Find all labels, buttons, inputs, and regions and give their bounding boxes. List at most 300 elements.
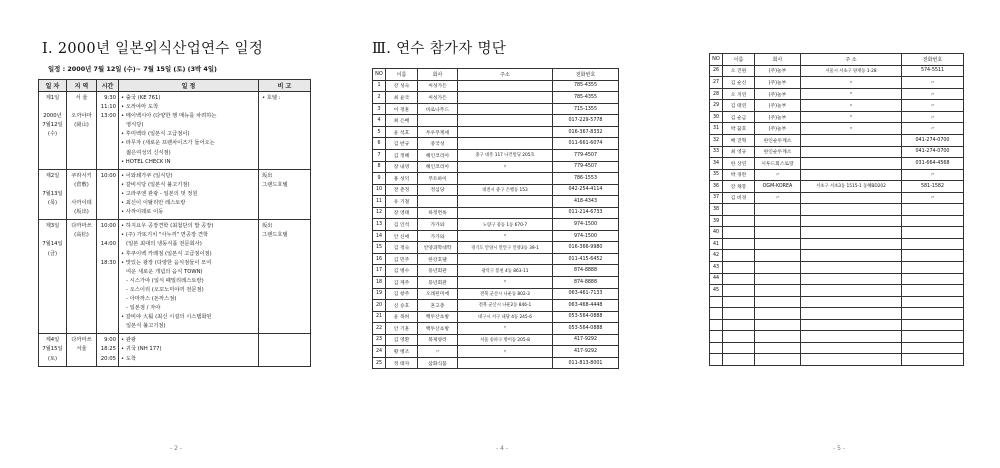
participant-no: 32 [710,134,723,146]
participant-address [801,169,902,181]
table-row [710,308,964,320]
participant-company: 한강호텔 [418,253,458,265]
schedule-note: 坂出 그랜드호텔 [259,220,311,334]
participant-company [755,261,801,273]
participant-no: 13 [373,219,386,231]
table-row [373,357,619,369]
participant-no: 2 [373,92,386,104]
participant-company [755,215,801,227]
participant-address [458,173,553,185]
participant-name [723,204,755,216]
participant-company: (주)놀부 [755,77,801,89]
participant-company: 해인코리아 [418,161,458,173]
participants-title: Ⅲ. 연수 참가자 명단 [372,41,507,57]
table-row [710,169,964,181]
participant-company: 해인코리아 [418,149,458,161]
participant-name: 유 기철 [386,196,418,208]
participant-no: 17 [373,265,386,277]
participant-address [801,285,902,297]
table-row [373,276,619,288]
participant-phone: 785-4355 [553,92,619,104]
participant-company: 〃 [418,346,458,358]
col-header-no: NO [373,69,386,81]
page-participants-2 [708,0,963,468]
participant-company: 하정면옥 [418,207,458,219]
participant-name: 장 내영 [386,161,418,173]
participant-company: 〃 [755,192,801,204]
participant-company: 가가와 [418,230,458,242]
participant-name: 오 진원 [723,65,755,77]
col-header-note: 비 고 [259,80,311,92]
participant-company: 풍년회관 [418,265,458,277]
participant-company [755,308,801,320]
participant-name [723,354,755,366]
participant-address: 〃 [801,123,902,135]
col-header-region: 지 역 [67,80,97,92]
table-row [710,238,964,250]
col-header-company: 회사 [755,54,801,66]
participant-address [458,253,553,265]
participant-name: 박 경란 [723,169,755,181]
participant-phone: 〃 [902,111,964,123]
participant-address: 전북 군산시 나운2동 846-1 [458,300,553,312]
table-row [710,100,964,112]
participant-no: 39 [710,215,723,227]
participant-address [458,196,553,208]
participant-address: 〃 [458,323,553,335]
participant-no: 15 [373,242,386,254]
participant-company: 풍년회관 [418,276,458,288]
participant-phone [902,342,964,354]
participant-company: 북제양러 [418,334,458,346]
participant-name: 안 신애 [386,230,418,242]
participant-name [723,250,755,262]
col-header-address: 주소 [458,69,553,81]
participant-address [801,250,902,262]
participant-no: 40 [710,227,723,239]
table-row [373,80,619,92]
table-row [710,273,964,285]
participant-name: 이 정훈 [386,103,418,115]
col-header-date: 일 자 [39,80,67,92]
participant-phone: 417-9292 [553,346,619,358]
participant-name: 신 승호 [386,300,418,312]
participant-no: 37 [710,192,723,204]
participant-address: 〃 [458,161,553,173]
schedule-region: 다까마쓰 (高松) [67,220,97,334]
schedule-note [259,334,311,366]
table-row [710,111,964,123]
participant-phone: 〃 [902,192,964,204]
participant-phone: 418-4343 [553,196,619,208]
participant-company: 씨성가든 [418,80,458,92]
participant-no: 28 [710,88,723,100]
schedule-date: 제2일 7월13일 (목) [39,169,67,219]
participant-phone: 574-5511 [902,65,964,77]
participant-company: 시투드회스토랑 [755,158,801,170]
participant-no [710,308,723,320]
table-row [710,342,964,354]
table-row [373,334,619,346]
participant-phone: 063-468-4448 [553,300,619,312]
participant-phone: 715-1355 [553,103,619,115]
participant-company [755,273,801,285]
schedule-time: 9:30 11:10 13:00 [97,92,119,170]
schedule-note: • 호텔 : [259,92,311,170]
participant-no: 35 [710,169,723,181]
table-row [710,77,964,89]
table-row [373,149,619,161]
participant-company: (주)놀부 [755,88,801,100]
participant-no: 5 [373,126,386,138]
col-header-phone: 전화번호 [553,69,619,81]
participant-phone: 016-366-9980 [553,242,619,254]
participant-name: 김 비경 [723,192,755,204]
table-row [710,215,964,227]
participant-company [755,250,801,262]
participant-name: 전 춘정 [386,184,418,196]
participant-company: 가가와 [418,219,458,231]
participant-no: 6 [373,138,386,150]
participant-no: 1 [373,80,386,92]
participant-address: 충구 대흥 117 나건빌딩 205호 [458,149,553,161]
participant-name [723,319,755,331]
table-row [373,196,619,208]
participant-no [710,331,723,343]
participant-no: 3 [373,103,386,115]
participant-company: (주)놀부 [755,100,801,112]
schedule-date: 제4일 7월15일 (토) [39,334,67,366]
table-row [373,300,619,312]
participant-company [755,342,801,354]
table-row [710,134,964,146]
participant-phone: 〃 [902,77,964,89]
participant-company: (주)놀부 [755,65,801,77]
participant-address [458,126,553,138]
participant-address [801,215,902,227]
participant-address [801,342,902,354]
table-row [710,261,964,273]
participant-address: 〃 [458,230,553,242]
participant-phone: 011-661-6074 [553,138,619,150]
participant-no: 21 [373,311,386,323]
participant-phone [902,261,964,273]
participant-phone: 041-274-0700 [902,134,964,146]
participant-phone: 053-564-0888 [553,311,619,323]
participant-phone: 874-8888 [553,276,619,288]
participant-no: 25 [373,357,386,369]
participant-phone: 053-564-0888 [553,323,619,335]
participant-phone [902,204,964,216]
participant-address [801,319,902,331]
col-header-time: 시간 [97,80,119,92]
participant-address [458,92,553,104]
participant-phone: 〃 [902,123,964,135]
participant-company [755,204,801,216]
participant-company: 오래된미에 [418,288,458,300]
page-participants-1 [370,0,618,468]
participant-name: 김 민주 [386,253,418,265]
participant-name [723,308,755,320]
participant-company: 백두산초방 [418,323,458,335]
schedule-date: 제3일 7월14일 (금) [39,220,67,334]
participant-name [723,215,755,227]
participant-name: 김 영환 [386,334,418,346]
participant-name: 김 반규 [386,138,418,150]
participant-phone: 042-254-4114 [553,184,619,196]
participant-name: 강 채봉 [723,181,755,193]
table-row [710,204,964,216]
participant-name: 한 상연 [723,158,755,170]
participant-address [458,357,553,369]
participant-phone: 874-8888 [553,265,619,277]
participant-phone [902,285,964,297]
participant-address [458,115,553,127]
participant-phone: 031-664-4568 [902,158,964,170]
table-row [710,227,964,239]
participant-name: 황 병조 [386,346,418,358]
table-row [373,115,619,127]
col-header-detail: 일 정 [119,80,259,92]
schedule-detail: • 이와쇄가쿠 (일식당) • 갈비식당 (일본식 불고기점) • 고라쿠엔 관광 - 일본의 멋 정원 • 최신이 이탈리안 레스토랑 • 사까이데로 이동 [119,169,259,219]
participant-address [801,273,902,285]
participant-phone: 063-461-7133 [553,288,619,300]
participant-no: 45 [710,285,723,297]
participant-company [755,296,801,308]
participant-no: 27 [710,77,723,89]
participant-company: 〃 [755,169,801,181]
schedule-row [39,334,311,366]
participant-address: 서울 송파구 방이동 205-8 [458,334,553,346]
table-row [373,92,619,104]
table-row [710,319,964,331]
participant-name: 김 창주 [386,288,418,300]
participant-no: 34 [710,158,723,170]
participant-name: 김 정숙 [386,242,418,254]
participant-name: 오 지연 [723,88,755,100]
participant-name [723,296,755,308]
table-row [710,181,964,193]
participant-no: 23 [373,334,386,346]
participant-phone [902,319,964,331]
participant-phone: 417-9292 [553,334,619,346]
table-row [373,288,619,300]
table-row [373,265,619,277]
participant-address: 대구시 서구 내당 4동 245-6 [458,311,553,323]
participant-no: 20 [373,300,386,312]
participant-no: 16 [373,253,386,265]
participant-name: 배 진혁 [723,134,755,146]
participant-no: 12 [373,207,386,219]
schedule-detail: • 출국 (KE 761) • 오까야마 도착 • 메이벡시아 (다양한 행 매뉴를 차려하는 영식당) • 후미벡타 (일본식 고급점이) • 라무자 (새로운 프렌차이즈가 들어오는 젊은여성의 신식점) • HOTEL CHECK IN [119,92,259,170]
participant-phone [902,354,964,366]
participant-name: 윤 석호 [386,126,418,138]
col-header-company: 회사 [418,69,458,81]
table-row [373,207,619,219]
participant-name: 최 윤국 [386,92,418,104]
participant-phone: 779-4507 [553,161,619,173]
participant-no: 19 [373,288,386,300]
participant-company [755,319,801,331]
participant-no: 8 [373,161,386,173]
participant-address: 〃 [458,346,553,358]
participant-no: 38 [710,204,723,216]
table-row [373,219,619,231]
participant-phone [902,227,964,239]
participant-no: 10 [373,184,386,196]
participant-address: 노량구 중동 1동 670-7 [458,219,553,231]
participant-no: 18 [373,276,386,288]
table-row [373,311,619,323]
participant-name: 안 기훈 [386,323,418,335]
participant-name: 장 영태 [386,207,418,219]
participant-phone: 011-214-6733 [553,207,619,219]
participant-address: 대전시 중구 은행동 153 [458,184,553,196]
participant-phone: 041-274-0700 [902,146,964,158]
table-row [710,158,964,170]
participant-address: 광악구 봉천 4동 863-11 [458,265,553,277]
schedule-region: 쿠라시키 (倉敷) 사까이데 (坂出) [67,169,97,219]
participant-address [458,207,553,219]
table-row [373,184,619,196]
participant-company [418,115,458,127]
schedule-detail: • 하지요우 공장견학 (최첨단의 밥 공장) • (주) 가또기치 "사누끼" 면공장 견학 (일본 최대의 냉동식품 전문회사) • 후쿠이벡 카레점 (일본식 고급점이점) • 맛있는 광장 (다양한 음식점들이 모여 여운 새로운 개념의 음식 TOWN) - 시스가야 (일식 패밀리레스토랑) - 오스이리 (오꼬노미야끼 전문점) - 아마까스 (돈까스점) - 일본점 / 자야 • 갈비야 大福 (최신 시설의 시스템화된 일본식 불고기점) [119,220,259,334]
participant-address: 〃 [801,88,902,100]
table-row [710,123,964,135]
participant-address [801,296,902,308]
participant-name: 김 병수 [386,265,418,277]
participant-company [755,238,801,250]
participant-address: 경기도 안양시 만안구 안양3동 39-1 [458,242,553,254]
participant-company: 혼고총 [418,300,458,312]
participant-no: 22 [373,323,386,335]
table-row [373,173,619,185]
participant-phone [902,308,964,320]
participant-company: 두우푸계세 [418,126,458,138]
participant-phone: 〃 [902,88,964,100]
participant-phone: 〃 [902,100,964,112]
participant-company: 한인순두계소 [755,146,801,158]
participant-name [723,342,755,354]
table-row [710,296,964,308]
participant-name [723,331,755,343]
participant-name: 김 인석 [386,219,418,231]
participants-header-row [710,54,964,66]
participant-no [710,296,723,308]
participant-phone: 786-1553 [553,173,619,185]
participant-phone [902,273,964,285]
participant-no: 43 [710,261,723,273]
participant-phone: 779-4507 [553,149,619,161]
participant-address [801,261,902,273]
table-row [373,161,619,173]
participant-address [801,331,902,343]
participant-no [710,342,723,354]
schedule-region: 서 울 오까야마 (岡山) [67,92,97,170]
participant-address: 〃 [458,276,553,288]
participant-address: 서울시 서초구 양재동 1-28 [801,65,902,77]
table-row [710,331,964,343]
table-row [710,250,964,262]
participant-address: 전북 군산시 나운동 802-3 [458,288,553,300]
participant-name: 강 성숙 [386,80,418,92]
schedule-header-row [39,80,311,92]
schedule-region: 다까마쓰 서울 [67,334,97,366]
participant-company: (주)놀부 [755,123,801,135]
participant-address [801,227,902,239]
schedule-date: 제1일 2000년 7월12일 (수) [39,92,67,170]
table-row [373,230,619,242]
participant-no [710,319,723,331]
participant-company: OGM-KOREA [755,181,801,193]
participant-name: 윤 목희 [386,311,418,323]
table-row [710,88,964,100]
participant-company: 한인순두계소 [755,134,801,146]
schedule-table [38,79,311,367]
participant-no: 14 [373,230,386,242]
participant-no: 7 [373,149,386,161]
table-row [710,192,964,204]
participant-no: 24 [373,346,386,358]
participant-phone: 785-4355 [553,80,619,92]
page-number: - 2 - [170,445,182,452]
participant-company: 푸트하이 [418,173,458,185]
participant-company [755,331,801,343]
participant-phone: 011-415-6452 [553,253,619,265]
table-row [710,65,964,77]
participant-phone: 017-229-5778 [553,115,619,127]
participant-name: 최 은배 [386,115,418,127]
participant-phone [902,238,964,250]
participant-no: 42 [710,250,723,262]
participant-phone: 974-1500 [553,230,619,242]
schedule-time: 10:00 [97,169,119,219]
participant-phone: 016-367-8332 [553,126,619,138]
participant-no: 33 [710,146,723,158]
participant-address [458,103,553,115]
participant-address [801,146,902,158]
participant-address: 〃 [801,100,902,112]
participant-name [723,261,755,273]
participant-phone [902,215,964,227]
participant-address [458,80,553,92]
participant-address [801,354,902,366]
schedule-period: 일정 : 2000년 7월 12일 (수)~ 7월 15일 (토) (3박 4일) [48,65,217,73]
participant-address [801,158,902,170]
participant-no: 9 [373,173,386,185]
participant-address: 〃 [801,111,902,123]
participant-phone: 974-1500 [553,219,619,231]
participant-phone [902,331,964,343]
schedule-detail: • 관광 • 귀국 (NH 177) • 도착 [119,334,259,366]
participant-name: 김 정혜 [386,149,418,161]
participant-address [801,134,902,146]
participant-company: 바로나푸드 [418,103,458,115]
participant-phone: 581-1582 [902,181,964,193]
participant-name: 김 계주 [386,276,418,288]
table-row [373,242,619,254]
participant-phone: 〃 [902,169,964,181]
participant-address [801,192,902,204]
participants-table-1 [372,68,619,369]
page-number: - 4 - [496,445,508,452]
participant-company: 중국성 [418,138,458,150]
participant-company: 안양과학대학 [418,242,458,254]
col-header-name: 이름 [723,54,755,66]
participant-address: 〃 [801,77,902,89]
participant-company: 정심당 [418,184,458,196]
participant-no: 29 [710,100,723,112]
